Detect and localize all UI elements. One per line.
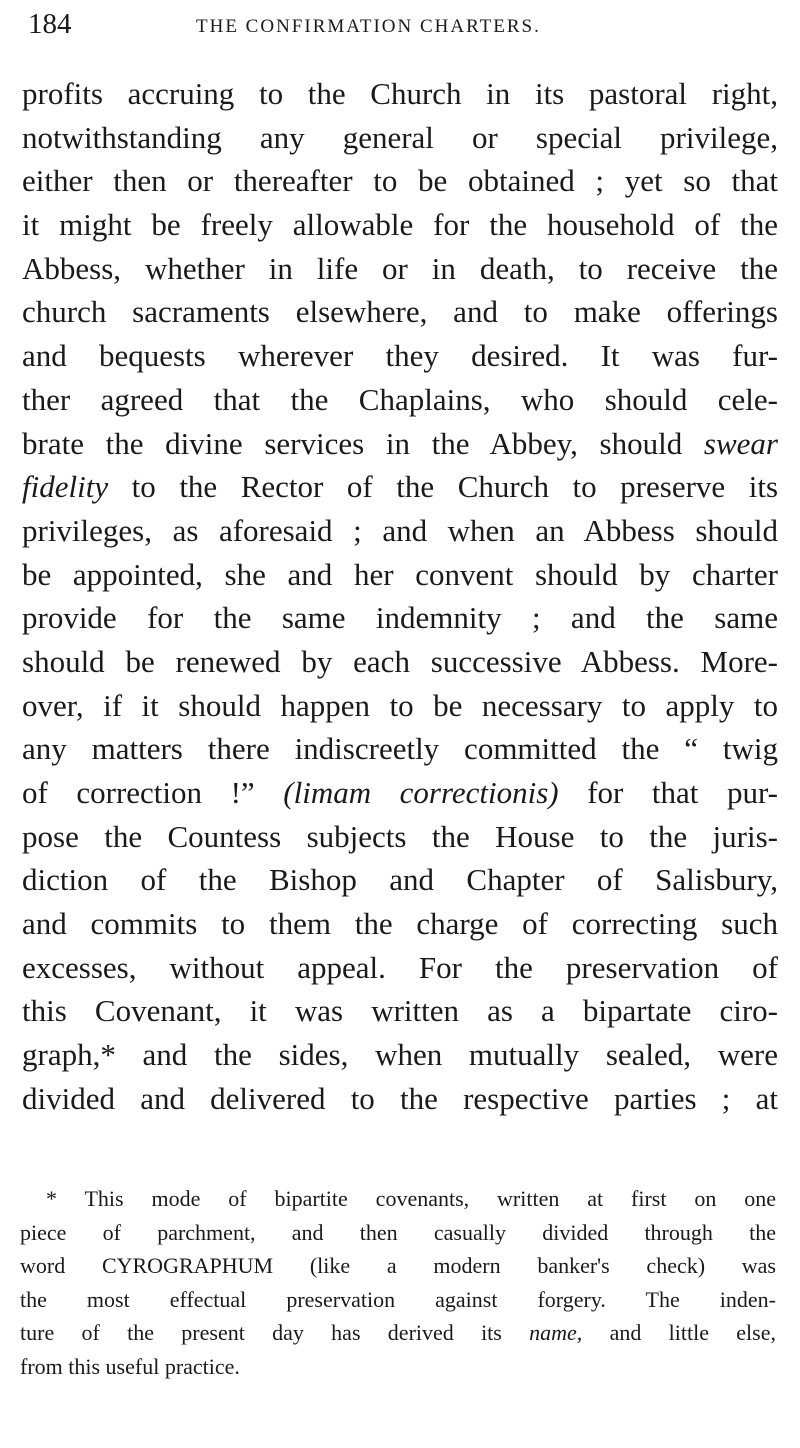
text-line: pose the Countess subjects the House to the juris- xyxy=(22,818,778,854)
footnote-line: * This mode of bipartite covenants, written at first on one xyxy=(46,1186,776,1211)
footnote-line xyxy=(20,1316,776,1350)
text-line: diction of the Bishop and Chapter of Salisbury, xyxy=(22,862,778,898)
text-segment: to the Rector of the Church to preserve its xyxy=(131,469,779,505)
footnote-line: word CYROGRAPHUM (like a modern banker's check) was xyxy=(20,1253,776,1278)
running-head: THE CONFIRMATION CHARTERS. xyxy=(196,16,541,37)
text-line: notwithstanding any general or special privilege, xyxy=(22,119,778,155)
text-line: church sacraments elsewhere, and to make offerings xyxy=(22,294,778,330)
italic-phrase: (limam correctionis) xyxy=(283,775,559,810)
text-segment: and little else, xyxy=(609,1320,776,1345)
text-line: over, if it should happen to be necessary to apply to xyxy=(22,687,778,723)
text-line: profits accruing to the Church in its pastoral right, xyxy=(22,76,778,111)
text-line: ther agreed that the Chaplains, who should cele- xyxy=(22,381,778,417)
footnote-line: from this useful practice. xyxy=(20,1353,240,1379)
text-line: should be renewed by each successive Abbess. More- xyxy=(22,643,778,679)
text-line: privileges, as aforesaid ; and when an Abbess should xyxy=(22,512,778,548)
footnote xyxy=(20,1182,776,1383)
footnote-line: the most effectual preservation against forgery. The inden- xyxy=(20,1286,776,1312)
italic-phrase: name, xyxy=(529,1320,583,1345)
page-header xyxy=(20,6,780,42)
text-line xyxy=(22,465,778,509)
text-segment: brate the divine services in the Abbey, should xyxy=(22,425,683,461)
body-text xyxy=(22,72,778,1121)
text-line: excesses, without appeal. For the preservation of xyxy=(22,949,778,985)
text-line: provide for the same indemnity ; and the same xyxy=(22,600,778,636)
text-line: be appointed, she and her convent should by charter xyxy=(22,556,778,592)
text-segment: ture of the present day has derived its xyxy=(20,1320,502,1345)
text-segment: for that pur- xyxy=(587,775,779,810)
text-line: and bequests wherever they desired. It was fur- xyxy=(22,338,778,374)
text-line: any matters there indiscreetly committed the “ twig xyxy=(22,731,778,767)
text-line: and commits to them the charge of correcting such xyxy=(22,906,778,942)
text-line xyxy=(22,422,778,466)
text-line xyxy=(22,771,778,815)
italic-phrase: fidelity xyxy=(22,469,109,505)
italic-phrase: swear xyxy=(703,425,778,461)
page-number: 184 xyxy=(28,8,72,40)
text-line: graph,* and the sides, when mutually sealed, were xyxy=(22,1037,778,1073)
text-line: it might be freely allowable for the household of the xyxy=(22,207,778,243)
text-line: Abbess, whether in life or in death, to receive the xyxy=(22,250,778,286)
text-line: this Covenant, it was written as a bipartate ciro- xyxy=(22,993,778,1029)
footnote-line: piece of parchment, and then casually divided through the xyxy=(20,1219,776,1245)
text-line: divided and delivered to the respective parties ; at xyxy=(22,1080,778,1116)
text-line: either then or thereafter to be obtained ; yet so that xyxy=(22,163,778,199)
text-segment: of correction !” xyxy=(22,775,255,810)
